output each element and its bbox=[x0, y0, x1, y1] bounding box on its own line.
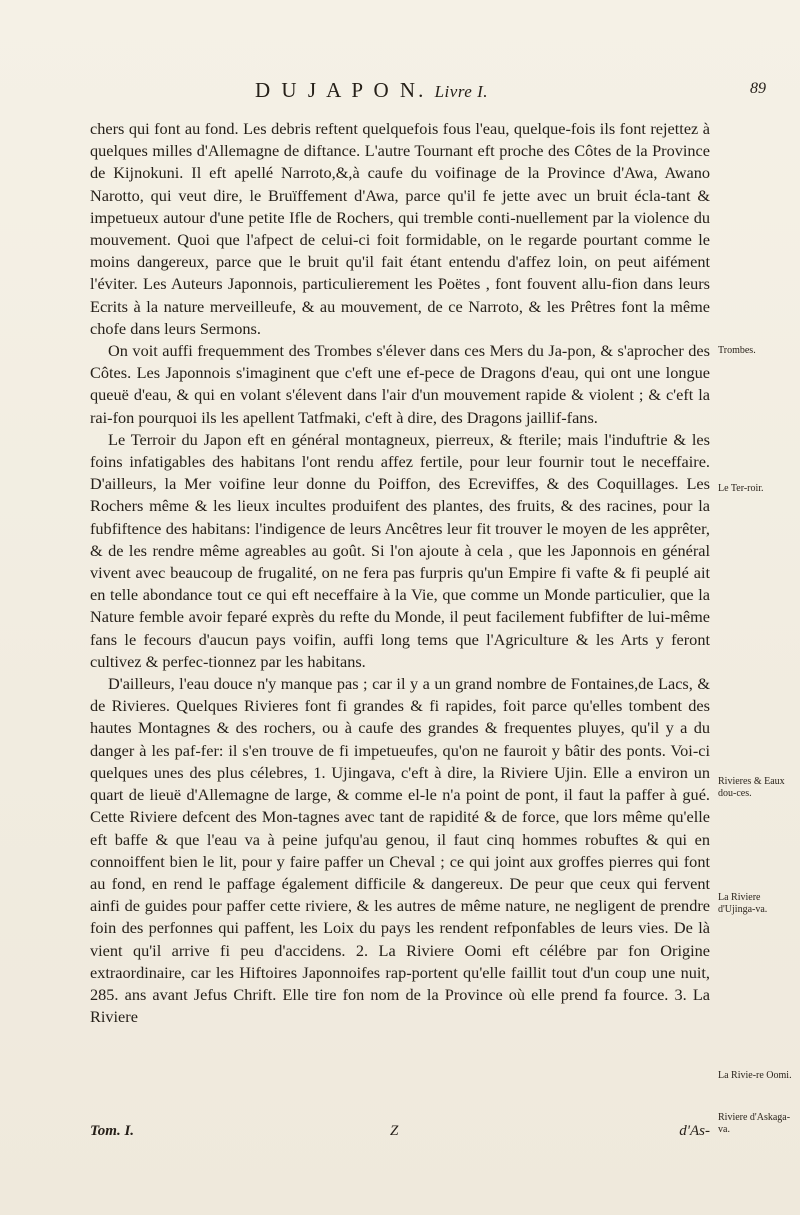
running-title-book: Livre I. bbox=[434, 82, 489, 101]
margin-note-trombes: Trombes. bbox=[718, 345, 756, 356]
margin-note-rivieres: Rivieres & Eaux dou-ces. bbox=[718, 776, 785, 799]
paragraph: chers qui font au fond. Les debris reftent quelquefois fous l'eau, quelque-fois ils font rejettez à quelques milles d'Allemagne de diftance. L'autre Tournant eft proche des Côtes de la Province de Kijnokuni. Il eft apellé Narroto,&,à caufe du voifinage de la Province d'Awa, Awano Narotto, qui veut dire, le Bruïffement d'Awa, parce qu'il fe jette avec un bruit écla-tant & impetueux autour d'une petite Ifle de Rochers, qui tremble conti-nuellement par la violence du mouvement. Quoi que l'afpect de celui-ci foit formidable, on le regarde pourtant comme le moins dangereux, parce que le bruit qu'il fait étant entendu d'affez loin, on peut aifément l'éviter. Les Auteurs Japonnois, particulierement les Poëtes , font fouvent allu-fion dans leurs Ecrits à la nature merveilleufe, & au mouvement, de ce Narroto, & les Prêtres font la même chofe dans leurs Sermons. bbox=[90, 119, 710, 338]
gathering-signature: Z bbox=[390, 1123, 399, 1139]
margin-note-oomi: La Rivie-re Oomi. bbox=[718, 1070, 792, 1081]
paragraph: Le Terroir du Japon eft en général montagneux, pierreux, & fterile; mais l'induftrie & les foins infatigables des habitans l'ont rendu affez fertile, pour leur fournir tout le neceffaire. D'ailleurs, la Mer voifine leur donne du Poiffon, des Ecreviffes, & des Coquillages. Les Rochers même & les lieux incultes produifent des plantes, des fruits, & des racines, pour la fubfiftence des habitans: l'indigence de leurs Ancêtres leur fit trouver le moyen de les apprêter, & de les rendre même agreables au goût. Si l'on ajoute à cela , que les Japonnois en général vivent avec beaucoup de frugalité, on ne fera pas furpris qu'un Empire fi vafte & fi peuplé ait en telle abondance tout ce qui eft neceffaire à la Vie, que comme un Monde particulier, que la Nature femble avoir feparé exprès du refte du Monde, il peut facilement fubfifter de lui-même fans le fecours d'aucun pays voifin, auffi long tems que l'Agriculture & les Arts y feront cultivez & perfec-tionnez par les habitans. bbox=[90, 429, 710, 671]
margin-note-terroir: Le Ter-roir. bbox=[718, 483, 764, 494]
catchword: d'As- bbox=[679, 1123, 710, 1139]
margin-note-ujingava: La Riviere d'Ujinga-va. bbox=[718, 892, 768, 915]
body-text bbox=[90, 118, 710, 1028]
margin-note-askagava: Riviere d'Askaga-va. bbox=[718, 1112, 791, 1135]
page-number: 89 bbox=[750, 80, 766, 97]
page-footer bbox=[90, 1123, 710, 1143]
running-title bbox=[255, 78, 488, 103]
running-head bbox=[255, 78, 772, 108]
paragraph: On voit auffi frequemment des Trombes s'élever dans ces Mers du Ja-pon, & s'aprocher des Côtes. Les Japonnois s'imaginent que c'eft une ef-pece de Dragons d'eau, qui ont une longue queuë d'eau, & qui en volant s'élevent dans l'air d'un mouvement rapide & violent ; & c'eft la rai-fon pourquoi ils les apellent Tatfmaki, c'eft à dire, des Dragons jaillif-fans. bbox=[90, 341, 710, 427]
volume-signature: Tom. I. bbox=[90, 1123, 135, 1139]
paragraph: D'ailleurs, l'eau douce n'y manque pas ; car il y a un grand nombre de Fontaines,de Lacs, & de Rivieres. Quelques Rivieres font fi grandes & fi rapides, foit parce qu'elles tombent des hautes Montagnes & des rochers, ou à caufe des grandes & frequentes pluyes, qu'il y a du danger à les paf-fer: il s'en trouve de fi impetueufes, qu'on ne fauroit y bâtir des ponts. Voi-ci quelques unes des plus célebres, 1. Ujingava, c'eft à dire, la Riviere Ujin. Elle a environ un quart de lieuë d'Allemagne de large, & comme el-le n'a point de pont, il faut la paffer à gué. Cette Riviere defcent des Mon-tagnes avec tant de rapidité & de force, que lors même qu'elle eft baffe & que l'eau va à peine jufqu'au genou, il faut cinq hommes robuftes & qui en connoiffent bien le lit, pour y faire paffer un Cheval ; ce qui joint aux groffes pierres qui font au fond, en rend le paffage également difficile & dangereux. De peur que ceux qui fervent ainfi de guides pour paffer cette riviere, & les autres de même nature, ne negligent de prendre foin des perfonnes qui paffent, les Loix du pays les rendent refponfables de leurs vies. De là vient qu'il arrive fi peu d'accidens. 2. La Riviere Oomi eft célébre par fon Origine extraordinaire, car les Hiftoires Japonnoifes rap-portent qu'elle faillit tout d'un coup une nuit, 285. ans avant Jefus Chrift. Elle tire fon nom de la Province où elle prend fa fource. 3. La Riviere bbox=[90, 674, 710, 1027]
running-title-main: D U J A P O N. bbox=[255, 78, 427, 102]
